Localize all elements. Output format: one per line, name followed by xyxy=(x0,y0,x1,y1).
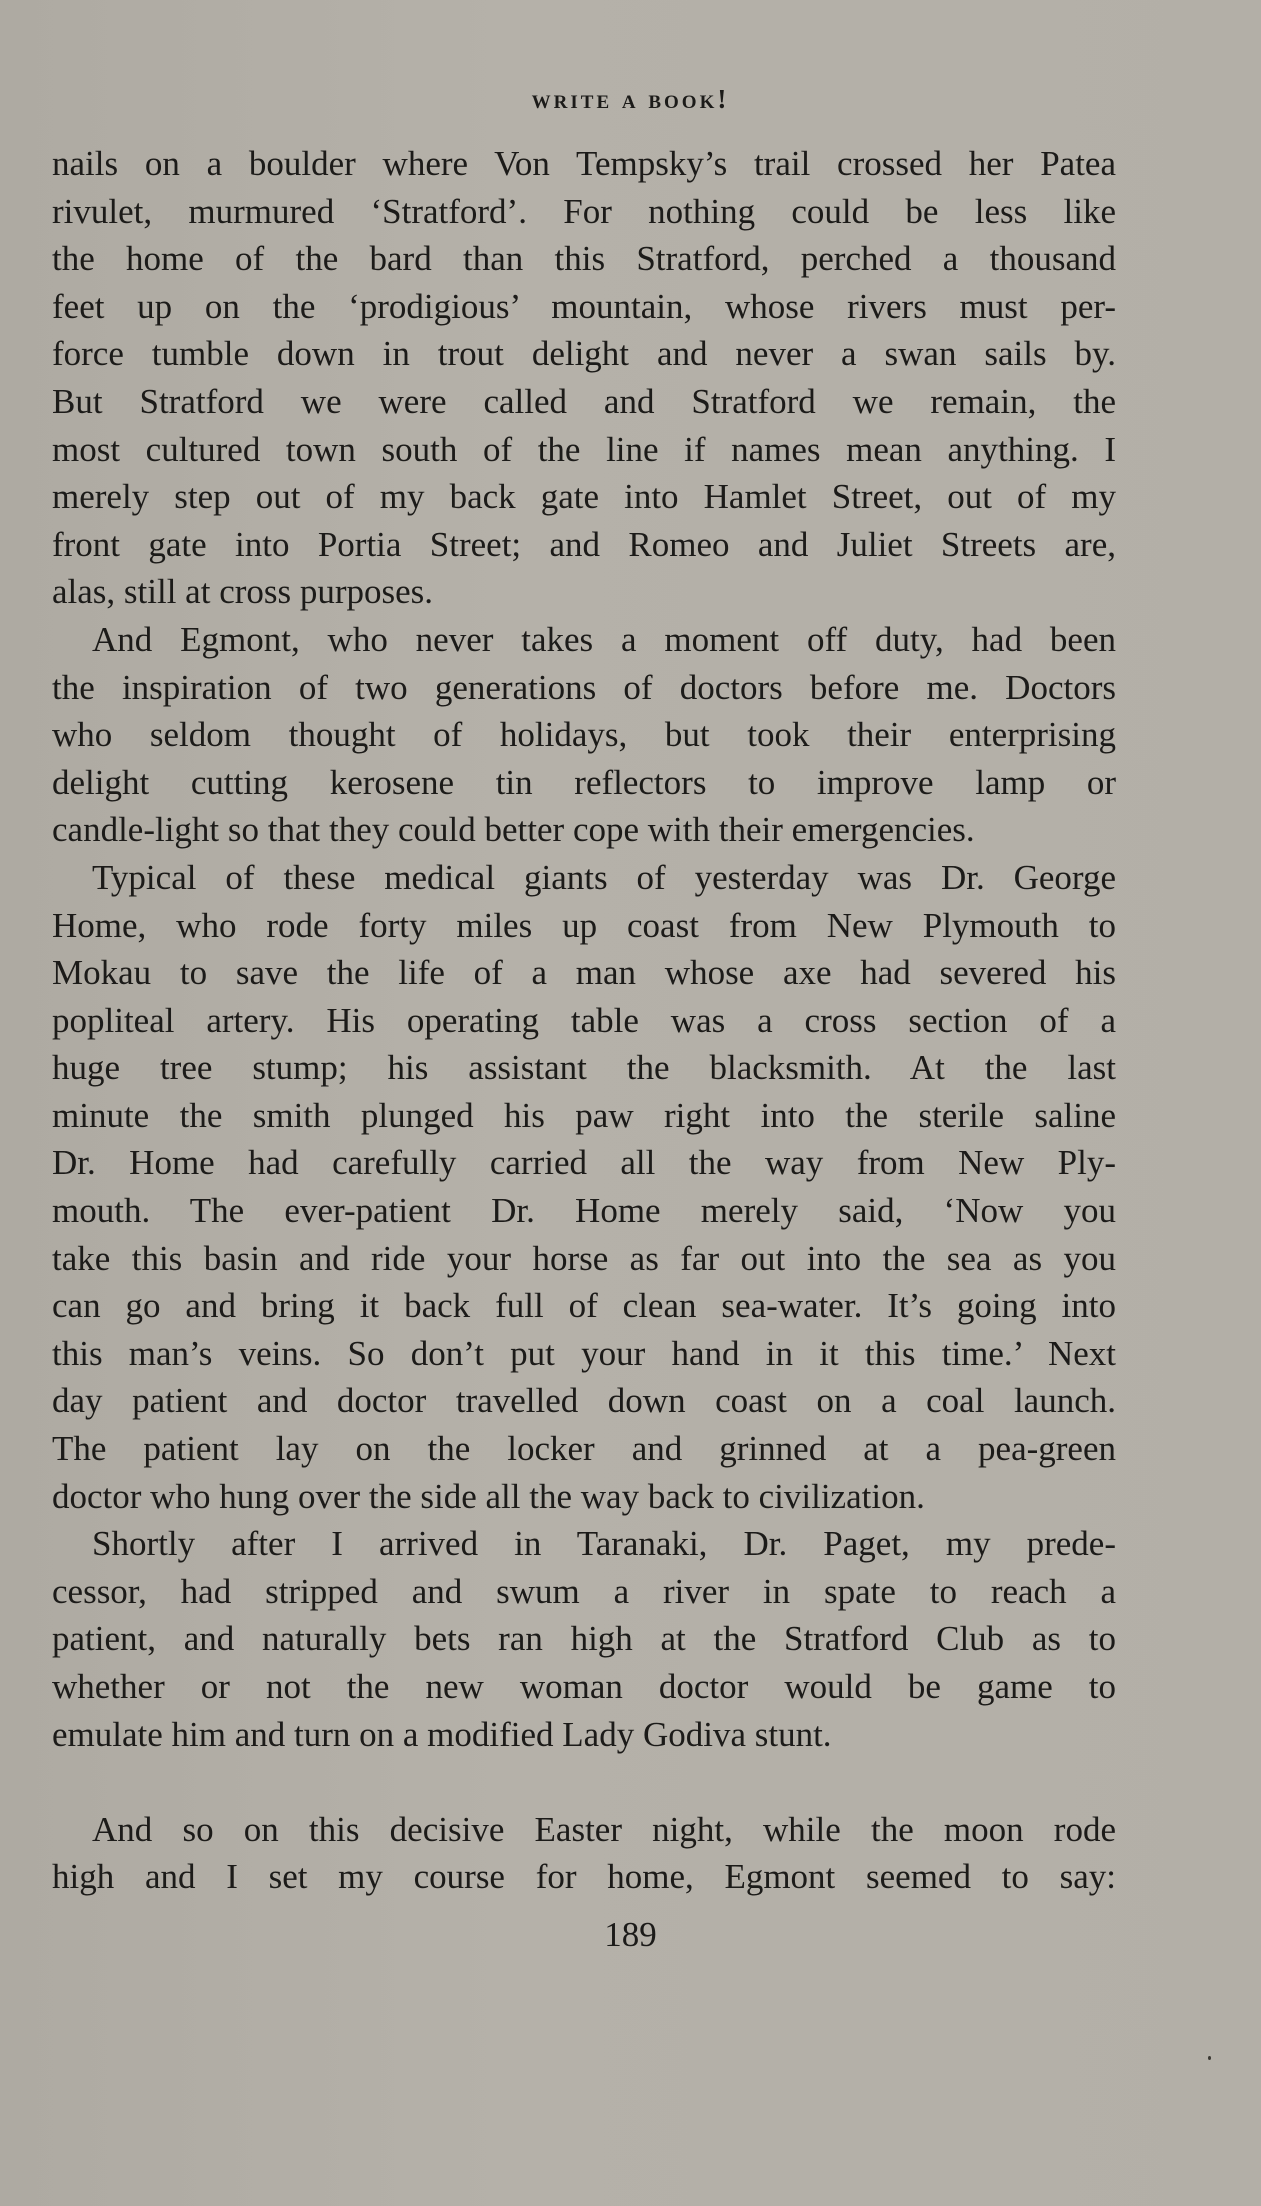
text-line: force tumble down in trout delight and never a swan sails by. xyxy=(52,334,1116,374)
text-line: mouth. The ever-patient Dr. Home merely said, ‘Now you xyxy=(52,1191,1116,1231)
text-line: Home, who rode forty miles up coast from New Plymouth to xyxy=(52,905,1116,945)
text-line: nails on a boulder where Von Tempsky’s trail crossed her Patea xyxy=(52,144,1116,183)
text-line: cessor, had stripped and swum a river in spate to reach a xyxy=(52,1571,1116,1611)
text-line: The patient lay on the locker and grinned at a pea-green xyxy=(52,1429,1116,1469)
text-line: emulate him and turn on a modified Lady Godiva stunt. xyxy=(52,1714,832,1754)
text-line: this man’s veins. So don’t put your hand in it this time.’ Next xyxy=(52,1333,1116,1373)
text-line: minute the smith plunged his paw right into the sterile saline xyxy=(52,1095,1116,1135)
text-line: who seldom thought of holidays, but took their enterprising xyxy=(52,715,1116,755)
text-line: alas, still at cross purposes. xyxy=(52,572,434,612)
text-line: rivulet, murmured ‘Stratford’. For nothing could be less like xyxy=(52,191,1116,231)
text-line: But Stratford we were called and Stratford we remain, the xyxy=(52,381,1116,421)
text-line: feet up on the ‘prodigious’ mountain, whose rivers must per- xyxy=(52,286,1116,326)
text-line: can go and bring it back full of clean sea-water. It’s going into xyxy=(52,1286,1116,1326)
page-number: 189 xyxy=(604,1915,657,1954)
text-line: day patient and doctor travelled down coast on a coal launch. xyxy=(52,1381,1116,1421)
text-line: patient, and naturally bets ran high at the Stratford Club as to xyxy=(52,1619,1116,1659)
text-line: Dr. Home had carefully carried all the way from New Ply- xyxy=(52,1143,1116,1183)
text-line: huge tree stump; his assistant the blacksmith. At the last xyxy=(52,1048,1116,1088)
text-line: front gate into Portia Street; and Romeo and Juliet Streets are, xyxy=(52,524,1116,564)
text-line: most cultured town south of the line if names mean anything. I xyxy=(52,429,1116,469)
text-line: take this basin and ride your horse as far out into the sea as you xyxy=(52,1238,1116,1278)
text-line: Shortly after I arrived in Taranaki, Dr. Paget, my prede- xyxy=(92,1524,1116,1564)
text-line: whether or not the new woman doctor would be game to xyxy=(52,1667,1116,1706)
text-line: popliteal artery. His operating table was a cross section of a xyxy=(52,1000,1116,1040)
text-line: And Egmont, who never takes a moment off duty, had been xyxy=(92,619,1116,659)
text-line: delight cutting kerosene tin reflectors to improve lamp or xyxy=(52,762,1116,802)
text-line: candle-light so that they could better cope with their emergencies. xyxy=(52,810,975,850)
paragraph-gap xyxy=(52,1758,1116,1806)
running-head: write a book! xyxy=(531,84,730,114)
text-line: Typical of these medical giants of yesterday was Dr. George xyxy=(92,857,1116,897)
text-line: the inspiration of two generations of doctors before me. Doctors xyxy=(52,667,1116,707)
text-line: Mokau to save the life of a man whose axe had severed his xyxy=(52,953,1116,993)
text-line: merely step out of my back gate into Hamlet Street, out of my xyxy=(52,477,1116,517)
text-line: the home of the bard than this Stratford, perched a thousand xyxy=(52,239,1116,279)
page-blemish xyxy=(1208,2056,1211,2060)
text-line: high and I set my course for home, Egmont seemed to say: xyxy=(52,1857,1116,1897)
text-line: doctor who hung over the side all the way back to civilization. xyxy=(52,1476,925,1516)
body-text xyxy=(52,140,1116,1901)
text-line: And so on this decisive Easter night, while the moon rode xyxy=(92,1809,1116,1849)
